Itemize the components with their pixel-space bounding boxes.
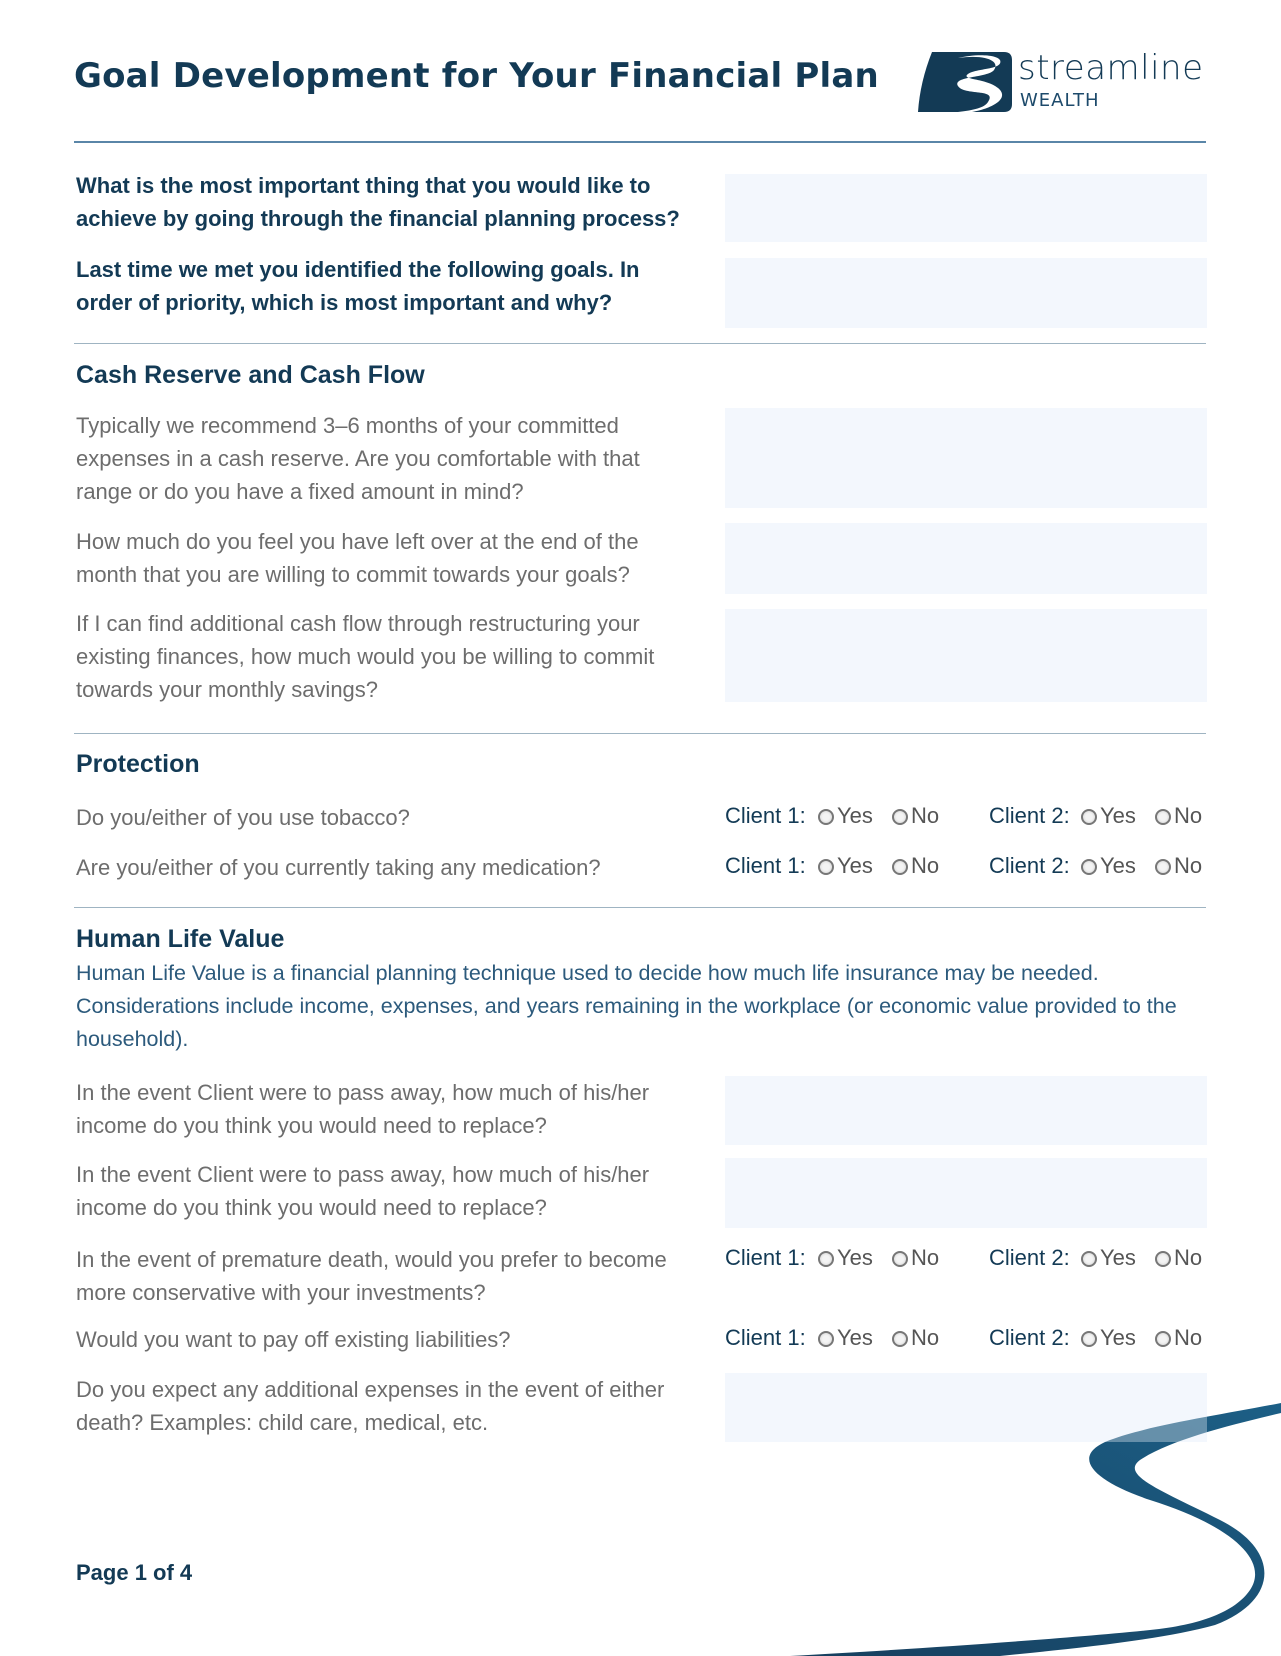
client-1-yes-radio[interactable] (818, 1325, 873, 1351)
no-label: No (911, 1325, 940, 1350)
client-2-yes-radio[interactable] (1081, 803, 1136, 829)
client-2-no-radio[interactable] (1155, 853, 1202, 879)
radio-row-medication (725, 853, 1215, 883)
answer-field-left-over[interactable] (725, 523, 1207, 594)
question-additional-expenses: Do you expect any additional expenses in the event of either death? Examples: child care, medical, etc. (76, 1377, 665, 1435)
question-liabilities: Would you want to pay off existing liabilities? (76, 1327, 511, 1352)
client-2-label: Client 2: (989, 1245, 1070, 1270)
client-2-no-radio[interactable] (1155, 1245, 1202, 1271)
client-2-no-radio[interactable] (1155, 1325, 1202, 1351)
radio-icon[interactable] (818, 859, 834, 875)
answer-field-income-replace-1[interactable] (725, 1076, 1207, 1145)
section-divider (74, 907, 1206, 908)
answer-field-additional-expenses[interactable] (725, 1373, 1207, 1442)
section-title-cash: Cash Reserve and Cash Flow (76, 361, 425, 389)
no-label: No (1174, 1325, 1203, 1350)
yes-label: Yes (1100, 1325, 1136, 1350)
radio-icon[interactable] (1081, 1251, 1097, 1267)
no-label: No (911, 803, 940, 828)
client-1-no-radio[interactable] (892, 1325, 939, 1351)
question-tobacco: Do you/either of you use tobacco? (76, 805, 410, 830)
logo-wordmark: streamline (1018, 48, 1204, 88)
question-cash-reserve: Typically we recommend 3–6 months of your committed expenses in a cash reserve. Are you comfortable with that range or do you have a fixed amount in mind? (76, 413, 640, 504)
yes-label: Yes (1100, 1245, 1136, 1270)
no-label: No (1174, 803, 1203, 828)
client-1-label: Client 1: (725, 1325, 806, 1350)
yes-label: Yes (1100, 853, 1136, 878)
radio-icon[interactable] (1081, 809, 1097, 825)
client-1-no-radio[interactable] (892, 803, 939, 829)
section-title-protection: Protection (76, 750, 200, 778)
radio-icon[interactable] (818, 1331, 834, 1347)
client-2-no-radio[interactable] (1155, 803, 1202, 829)
no-label: No (1174, 1245, 1203, 1270)
client-1-label: Client 1: (725, 853, 806, 878)
answer-field-additional-cash-flow[interactable] (725, 609, 1207, 702)
radio-row-conservative (725, 1245, 1215, 1275)
client-1-label: Client 1: (725, 1245, 806, 1270)
radio-icon[interactable] (892, 1251, 908, 1267)
client-1-yes-radio[interactable] (818, 803, 873, 829)
yes-label: Yes (837, 853, 873, 878)
question-conservative: In the event of premature death, would you prefer to become more conservative with your investments? (76, 1247, 667, 1305)
answer-field-goal-priority[interactable] (725, 258, 1207, 328)
no-label: No (911, 1245, 940, 1270)
answer-field-income-replace-2[interactable] (725, 1158, 1207, 1228)
client-2-label: Client 2: (989, 803, 1070, 828)
yes-label: Yes (837, 803, 873, 828)
section-title-hlv: Human Life Value (76, 925, 285, 953)
client-1-label: Client 1: (725, 803, 806, 828)
question-goal-priority: Last time we met you identified the following goals. In order of priority, which is most important and why? (76, 257, 640, 315)
question-most-important: What is the most important thing that you would like to achieve by going through the financial planning process? (76, 173, 680, 231)
header-divider (74, 141, 1206, 143)
client-1-yes-radio[interactable] (818, 853, 873, 879)
client-2-yes-radio[interactable] (1081, 853, 1136, 879)
client-1-yes-radio[interactable] (818, 1245, 873, 1271)
yes-label: Yes (837, 1245, 873, 1270)
logo-subtitle: WEALTH (1020, 90, 1100, 111)
radio-icon[interactable] (892, 1331, 908, 1347)
yes-label: Yes (837, 1325, 873, 1350)
no-label: No (1174, 853, 1203, 878)
page-title: Goal Development for Your Financial Plan (74, 56, 879, 96)
question-additional-cash-flow: If I can find additional cash flow through restructuring your existing finances, how much would you be willing to commit towards your monthly savings? (76, 611, 655, 702)
radio-icon[interactable] (1155, 859, 1171, 875)
radio-row-liabilities (725, 1325, 1215, 1355)
radio-icon[interactable] (1155, 809, 1171, 825)
radio-icon[interactable] (818, 809, 834, 825)
client-2-yes-radio[interactable] (1081, 1245, 1136, 1271)
no-label: No (911, 853, 940, 878)
radio-icon[interactable] (1081, 859, 1097, 875)
yes-label: Yes (1100, 803, 1136, 828)
radio-icon[interactable] (1081, 1331, 1097, 1347)
question-medication: Are you/either of you currently taking any medication? (76, 855, 601, 880)
radio-icon[interactable] (1155, 1331, 1171, 1347)
answer-field-most-important[interactable] (725, 174, 1207, 242)
client-1-no-radio[interactable] (892, 1245, 939, 1271)
client-2-label: Client 2: (989, 1325, 1070, 1350)
client-1-no-radio[interactable] (892, 853, 939, 879)
radio-icon[interactable] (892, 809, 908, 825)
question-income-replace-2: In the event Client were to pass away, how much of his/her income do you think you would need to replace? (76, 1162, 650, 1220)
question-left-over: How much do you feel you have left over at the end of the month that you are willing to commit towards your goals? (76, 529, 639, 587)
client-2-yes-radio[interactable] (1081, 1325, 1136, 1351)
streamline-logo (918, 48, 1208, 114)
radio-icon[interactable] (818, 1251, 834, 1267)
radio-icon[interactable] (892, 859, 908, 875)
section-divider (74, 733, 1206, 734)
answer-field-cash-reserve[interactable] (725, 408, 1207, 508)
radio-row-tobacco (725, 803, 1215, 833)
page-number: Page 1 of 4 (76, 1560, 193, 1585)
logo-mark-icon (918, 52, 1012, 112)
radio-icon[interactable] (1155, 1251, 1171, 1267)
hlv-description: Human Life Value is a financial planning technique used to decide how much life insurance may be needed. Considerations include income, expenses, and years remaining in the workplace (or economic value provided to the household). (76, 961, 1177, 1051)
client-2-label: Client 2: (989, 853, 1070, 878)
section-divider (74, 343, 1206, 344)
question-income-replace-1: In the event Client were to pass away, how much of his/her income do you think you would need to replace? (76, 1080, 650, 1138)
